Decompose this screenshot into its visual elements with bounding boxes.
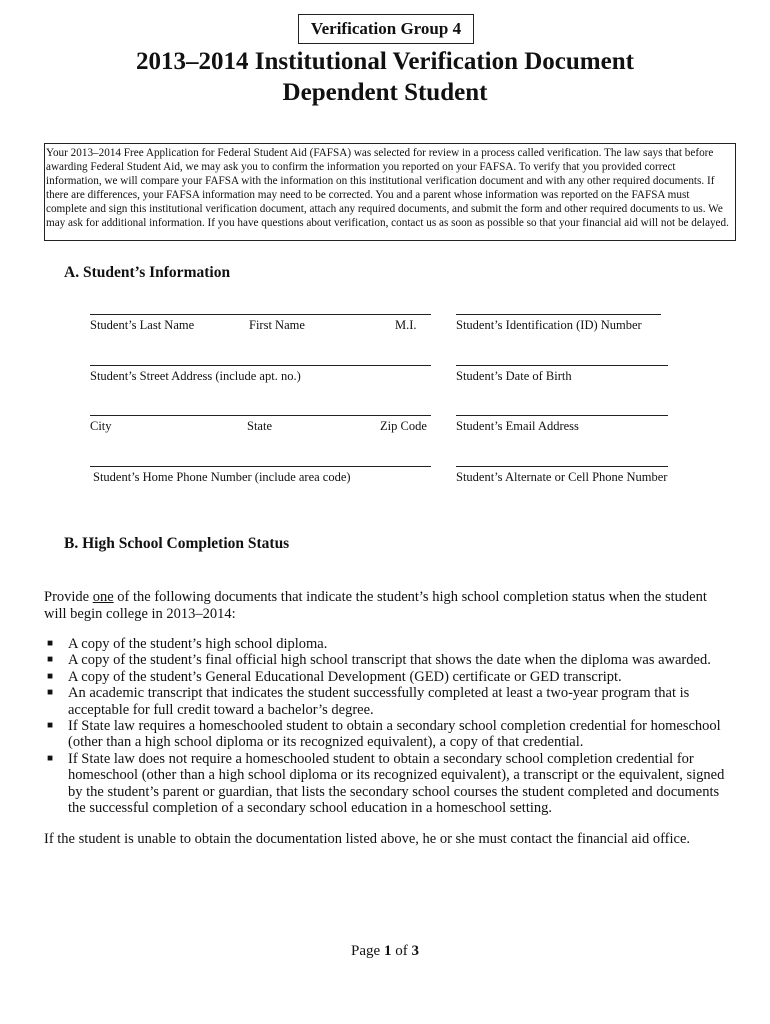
bullet-icon: ■ <box>47 752 54 764</box>
current-page: 1 <box>383 943 392 959</box>
alt-phone-field-line[interactable] <box>456 466 668 467</box>
home-phone-label: Student’s Home Phone Number (include area code) <box>93 470 351 484</box>
list-item-text: A copy of the student’s high school diploma. <box>68 636 328 652</box>
city-label: City <box>90 419 112 433</box>
document-requirements-list <box>44 636 734 816</box>
verification-group-label: Verification Group 4 <box>298 14 474 44</box>
list-item-text: An academic transcript that indicates the student successfully completed at least a two-year program that is acceptable for full credit toward a bachelor’s degree. <box>68 685 690 718</box>
bullet-icon: ■ <box>47 670 54 682</box>
dob-label: Student’s Date of Birth <box>456 369 572 383</box>
email-field-line[interactable] <box>456 415 668 416</box>
document-title: 2013–2014 Institutional Verification Document <box>136 48 634 75</box>
street-label: Student’s Street Address (include apt. no.) <box>90 369 301 383</box>
intro-text-box: Your 2013–2014 Free Application for Federal Student Aid (FAFSA) was selected for review in a process called verification. The law says that before awarding Federal Student Aid, we may ask you to confirm the information you reported on your FAFSA. To verify that you provided correct information, we will compare your FAFSA with the information on this institutional verification document and with any other required documents. If there are differences, your FAFSA information may need to be corrected. You and a parent whose information was reported on the FAFSA must complete and sign this institutional verification document, attach any required documents, and submit the form and other required documents to us. We may ask for additional information. If you have questions about verification, contact us as soon as possible so that your financial aid will not be delayed. <box>44 143 736 241</box>
page-word: Page <box>351 943 381 959</box>
list-item-text: A copy of the student’s General Educational Development (GED) certificate or GED transcript. <box>68 668 622 685</box>
section-b-heading: B. High School Completion Status <box>64 535 290 552</box>
bullet-icon: ■ <box>47 687 54 699</box>
list-item-text: If State law requires a homeschooled student to obtain a secondary school completion credential for homeschool (other than a high school diploma or its recognized equivalent), a copy of that credential. <box>68 718 721 751</box>
provide-one: one <box>92 589 114 605</box>
email-label: Student’s Email Address <box>456 419 579 433</box>
bullet-icon: ■ <box>47 654 54 666</box>
name-field-line[interactable] <box>90 314 431 315</box>
provide-instruction <box>44 589 724 622</box>
provide-pre: Provide <box>44 589 93 605</box>
provide-post: of the following documents that indicate the student’s high school completion status when the student will begin college in 2013–2014: <box>44 589 707 622</box>
list-item <box>44 685 734 718</box>
list-item <box>44 718 734 751</box>
bullet-icon: ■ <box>47 638 54 649</box>
student-id-label: Student’s Identification (ID) Number <box>456 318 642 332</box>
list-item <box>44 751 734 817</box>
city-state-zip-field-line[interactable] <box>90 415 431 416</box>
closing-note: If the student is unable to obtain the documentation listed above, he or she must contact the financial aid office. <box>44 831 691 847</box>
student-id-field-line[interactable] <box>456 314 661 315</box>
last-name-label: Student’s Last Name <box>90 318 195 332</box>
zip-label: Zip Code <box>380 419 427 433</box>
dob-field-line[interactable] <box>456 365 668 366</box>
list-item <box>44 636 734 652</box>
list-item-text: If State law does not require a homeschooled student to obtain a secondary school completion credential for homeschool (other than a high school diploma or its recognized equivalent), a transcript or the equivalent, signed by the student’s parent or guardian, that lists the secondary school courses the student completed and documents the successful completion of a secondary school education in a homeschool setting. <box>68 750 725 817</box>
bullet-icon: ■ <box>47 720 54 732</box>
document-subtitle: Dependent Student <box>282 79 488 106</box>
first-name-label: First Name <box>249 318 305 332</box>
section-a-heading: A. Student’s Information <box>64 264 231 281</box>
list-item-text: A copy of the student’s final official high school transcript that shows the date when the diploma was awarded. <box>68 652 711 669</box>
page-number <box>0 943 770 960</box>
home-phone-field-line[interactable] <box>90 466 431 467</box>
alt-phone-label: Student’s Alternate or Cell Phone Number <box>456 470 668 484</box>
of-word: of <box>395 943 408 959</box>
list-item <box>44 652 734 668</box>
street-field-line[interactable] <box>90 365 431 366</box>
state-label: State <box>247 419 272 433</box>
total-pages: 3 <box>411 943 419 959</box>
list-item <box>44 669 734 685</box>
mi-label: M.I. <box>395 318 417 332</box>
